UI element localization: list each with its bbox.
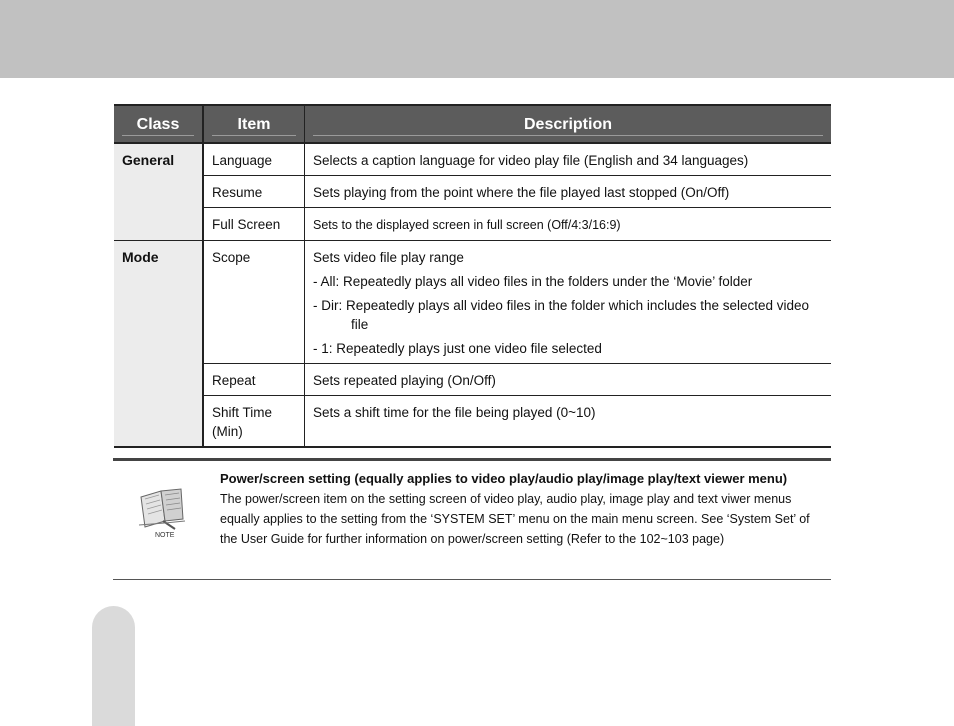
column-header-class: Class — [114, 105, 203, 143]
note-content — [220, 469, 824, 549]
note-box — [113, 458, 831, 580]
item-cell: Shift Time (Min) — [203, 396, 305, 448]
table-row — [114, 208, 831, 241]
description-cell: Sets to the displayed screen in full screen (Off/4:3/16:9) — [305, 208, 832, 241]
note-book-icon — [135, 485, 191, 539]
class-general: General — [114, 143, 203, 241]
item-cell: Full Screen — [203, 208, 305, 241]
table-row — [114, 396, 831, 448]
note-body: The power/screen item on the setting screen of video play, audio play, image play and text viwer menus equally applies to the setting from the ‘SYSTEM SET’ menu on the main menu screen. See ‘System Set’ of the User Guide for further information on power/screen setting (Refer to the 102~103 page) — [220, 492, 810, 546]
column-header-item: Item — [203, 105, 305, 143]
item-cell: Language — [203, 143, 305, 176]
item-cell: Scope — [203, 241, 305, 364]
table-row — [114, 364, 831, 396]
settings-table — [114, 104, 831, 448]
table-header-row — [114, 105, 831, 143]
item-cell: Repeat — [203, 364, 305, 396]
column-header-description: Description — [305, 105, 832, 143]
description-cell: Selects a caption language for video play file (English and 34 languages) — [305, 143, 832, 176]
description-cell: Sets repeated playing (On/Off) — [305, 364, 832, 396]
description-cell: Sets video file play range - All: Repeatedly plays all video files in the folders under the ‘Movie’ folder - Dir: Repeatedly plays all video files in the folder which includes the selected video file - 1: Repeatedly plays just one video file selected — [305, 241, 832, 364]
scope-option-all: - All: Repeatedly plays all video files in the folders under the ‘Movie’ folder — [313, 274, 753, 289]
note-icon-label: NOTE — [155, 532, 175, 539]
table-row — [114, 176, 831, 208]
table-row — [114, 241, 831, 364]
note-title: Power/screen setting (equally applies to video play/audio play/image play/text viewer menu) — [220, 471, 788, 486]
description-cell: Sets a shift time for the file being played (0~10) — [305, 396, 832, 448]
scope-option-dir: - Dir: Repeatedly plays all video files in the folder which includes the selected video file — [313, 298, 810, 332]
class-mode: Mode — [114, 241, 203, 448]
scope-option-one: - 1: Repeatedly plays just one video file selected — [313, 341, 602, 356]
header-band — [0, 0, 954, 78]
page-tab — [92, 606, 135, 726]
description-cell: Sets playing from the point where the file played last stopped (On/Off) — [305, 176, 832, 208]
item-cell: Resume — [203, 176, 305, 208]
table-row — [114, 143, 831, 176]
